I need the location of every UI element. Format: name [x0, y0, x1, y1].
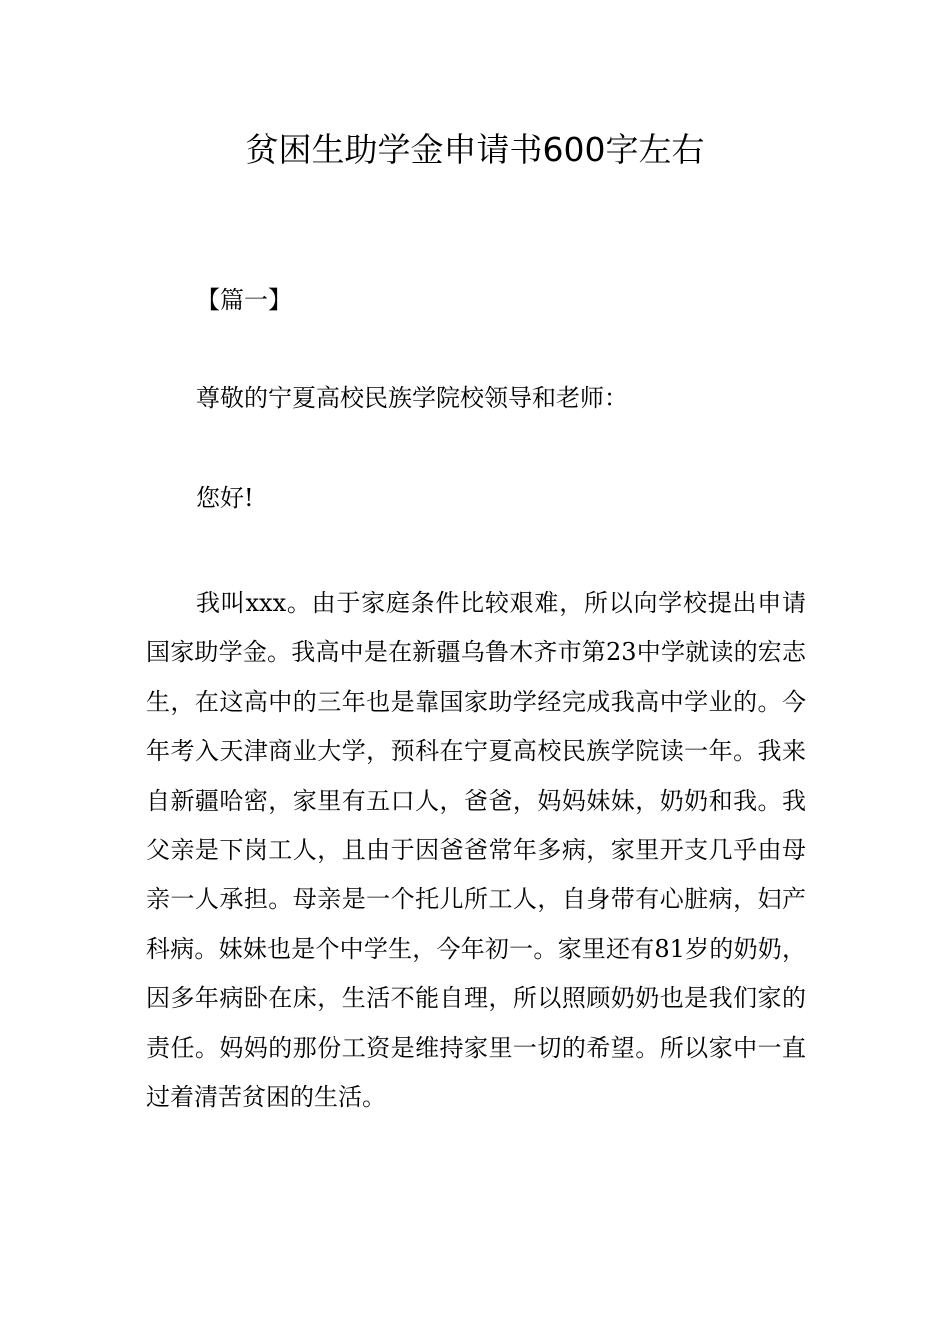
salutation: 尊敬的宁夏高校民族学院校领导和老师：	[196, 384, 628, 412]
document-title: 贫困生助学金申请书600字左右	[245, 130, 705, 169]
greeting: 您好!	[196, 484, 254, 512]
body-paragraph: 我叫xxx。由于家庭条件比较艰难，所以向学校提出申请国家助学金。我高中是在新疆乌鲁木齐市第23中学就读的宏志生，在这高中的三年也是靠国家助学经完成我高中学业的。今年考入天津商业大学，预科在宁夏高校民族学院读一年。我来自新疆哈密，家里有五口人，爸爸，妈妈妹妹，奶奶和我。我父亲是下岗工人，且由于因爸爸常年多病，家里开支几乎由母亲一人承担。母亲是一个托儿所工人，自身带有心脏病，妇产科病。妹妹也是个中学生，今年初一。家里还有81岁的奶奶，因多年病卧在床，生活不能自理，所以照顾奶奶也是我们家的责任。妈妈的那份工资是维持家里一切的希望。所以家中一直过着清苦贫困的生活。	[146, 589, 806, 1112]
section-label: 【篇一】	[196, 286, 292, 314]
